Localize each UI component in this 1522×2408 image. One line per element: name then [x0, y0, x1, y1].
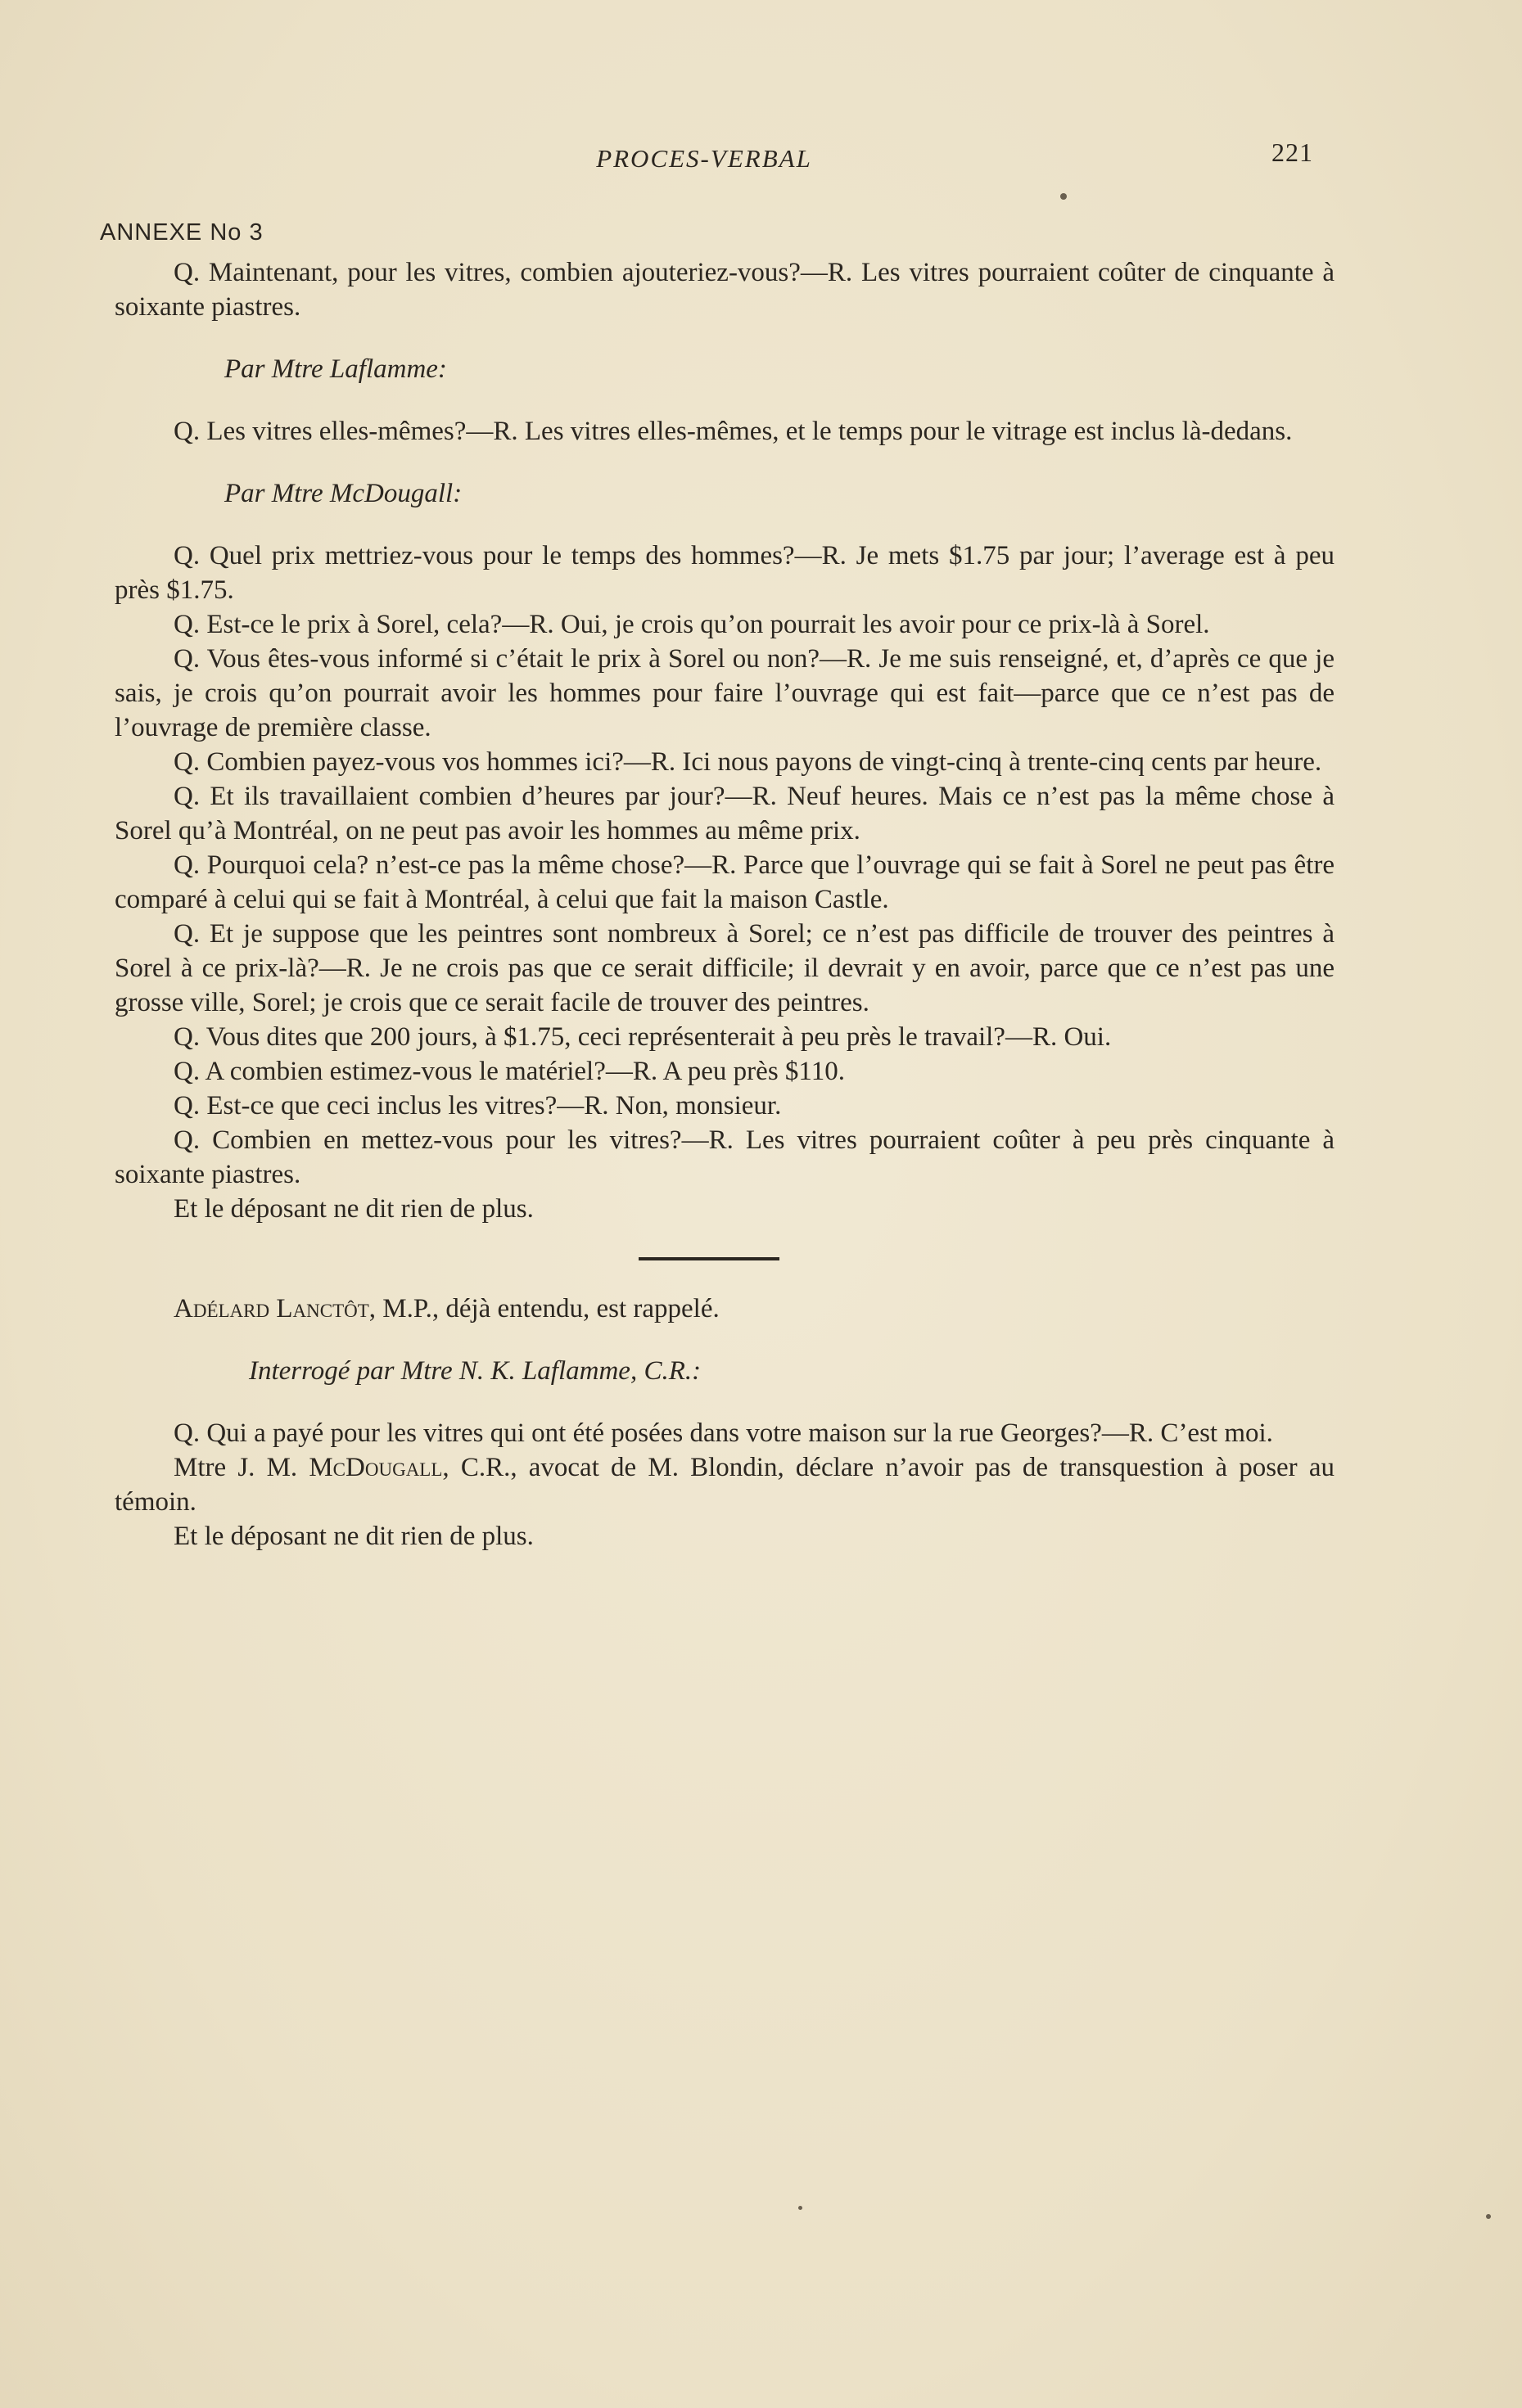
counsel-statement — [115, 1450, 1335, 1519]
witness-recalled-text: , M.P., déjà entendu, est rappelé. — [368, 1294, 720, 1323]
testimony-section2-q1: Q. Qui a payé pour les vitres qui ont été posées dans votre maison sur la rue Georges?—R. C’est moi. — [174, 1418, 1273, 1448]
counsel-prefix: Mtre J. M. — [174, 1453, 309, 1482]
testimony-q3: Q. Quel prix mettriez-vous pour le temps des hommes?—R. Je mets $1.75 par jour; l’average est à peu près $1.75. — [115, 541, 1335, 605]
testimony-q5: Q. Vous êtes-vous informé si c’était le prix à Sorel ou non?—R. Je me suis renseigné, et, d’après ce que je sais, je crois qu’on pourrait avoir les hommes pour faire l’ouvrage qui est fait—parce que ce n’est pas de l’ouvrage de première classe. — [115, 644, 1335, 742]
closing-statement-1: Et le déposant ne dit rien de plus. — [174, 1194, 534, 1224]
testimony-q7: Q. Et ils travaillaient combien d’heures par jour?—R. Neuf heures. Mais ce n’est pas la même chose à Sorel qu’à Montréal, on ne peut pas avoir les hommes au même prix. — [115, 782, 1335, 846]
speaker-mcdougall: Par Mtre McDougall: — [224, 479, 463, 508]
closing-statement-2: Et le déposant ne dit rien de plus. — [174, 1522, 534, 1551]
running-header-title: PROCES-VERBAL — [596, 144, 812, 173]
testimony-q13: Q. Combien en mettez-vous pour les vitres?—R. Les vitres pourraient coûter à peu près cinquante à soixante piastres. — [115, 1125, 1335, 1189]
page-number: 221 — [1271, 138, 1313, 167]
speaker-laflamme: Par Mtre Laflamme: — [224, 354, 447, 384]
testimony-q1: Q. Maintenant, pour les vitres, combien ajouteriez-vous?—R. Les vitres pourraient coûter de cinquante à soixante piastres. — [115, 258, 1335, 322]
ink-speck — [798, 2206, 802, 2210]
counsel-name: McDougall — [309, 1453, 443, 1482]
annex-label: ANNEXE No 3 — [100, 219, 264, 246]
testimony-q2: Q. Les vitres elles-mêmes?—R. Les vitres elles-mêmes, et le temps pour le vitrage est inclus là-dedans. — [174, 417, 1293, 446]
document-body — [115, 255, 1335, 1553]
ink-speck — [1486, 2214, 1491, 2219]
section-divider — [639, 1257, 779, 1260]
examiner-heading: Interrogé par Mtre N. K. Laflamme, C.R.: — [249, 1356, 702, 1386]
testimony-q4: Q. Est-ce le prix à Sorel, cela?—R. Oui, je crois qu’on pourrait les avoir pour ce prix-là à Sorel. — [174, 610, 1210, 639]
testimony-q11: Q. A combien estimez-vous le matériel?—R. A peu près $110. — [174, 1057, 845, 1086]
testimony-q10: Q. Vous dites que 200 jours, à $1.75, ceci représenterait à peu près le travail?—R. Oui. — [174, 1022, 1112, 1052]
witness-recalled — [115, 1292, 1335, 1326]
testimony-q9: Q. Et je suppose que les peintres sont nombreux à Sorel; ce n’est pas difficile de trouver des peintres à Sorel à ce prix-là?—R. Je ne crois pas que ce serait difficile; il devrait y en avoir, parce que ce n’est pas une grosse ville, Sorel; je crois que ce serait facile de trouver des peintres. — [115, 919, 1335, 1017]
counsel-text: , C.R., avocat de M. Blondin, déclare n’avoir pas de transquestion à poser au témoin. — [115, 1453, 1335, 1517]
testimony-q12: Q. Est-ce que ceci inclus les vitres?—R. Non, monsieur. — [174, 1091, 782, 1121]
witness-name: Adélard Lanctôt — [174, 1294, 369, 1323]
testimony-q6: Q. Combien payez-vous vos hommes ici?—R. Ici nous payons de vingt-cinq à trente-cinq cents par heure. — [174, 747, 1322, 777]
testimony-q8: Q. Pourquoi cela? n’est-ce pas la même chose?—R. Parce que l’ouvrage qui se fait à Sorel ne peut pas être comparé à celui qui se fait à Montréal, à celui que fait la maison Castle. — [115, 850, 1335, 914]
ink-speck — [1060, 193, 1067, 200]
